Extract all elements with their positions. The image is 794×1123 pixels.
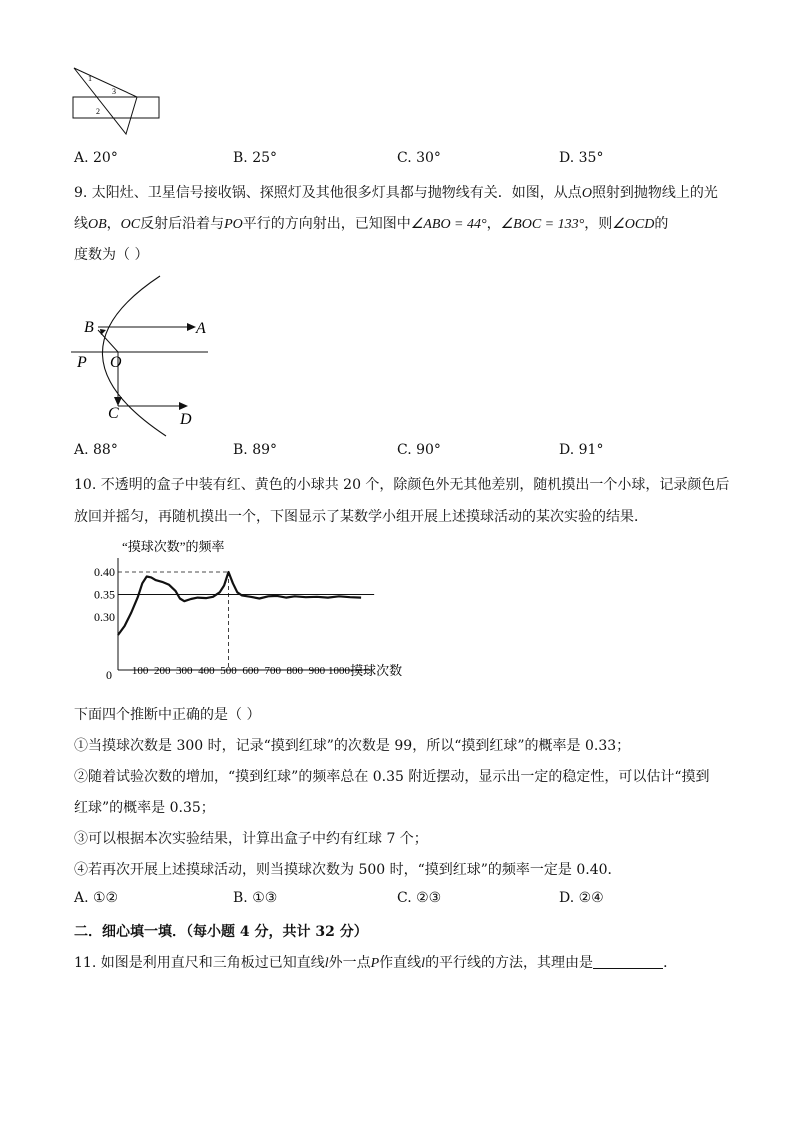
x-tick-label: 500 bbox=[220, 665, 237, 677]
q10-question: 下面四个推断中正确的是（ ） bbox=[74, 707, 261, 723]
q11-text-a: 11. 如图是利用直尺和三角板过已知直线 bbox=[74, 955, 325, 971]
q9-sep-2: ， bbox=[486, 216, 501, 232]
frequency-series-line bbox=[118, 572, 361, 635]
q11-text-b: 外一点 bbox=[328, 955, 371, 971]
q9-angle-ocd: ∠OCD bbox=[612, 217, 655, 232]
q9-text-2e: 的 bbox=[654, 216, 669, 232]
q9-label-c: C bbox=[108, 405, 119, 422]
q10-option-b: B. ①③ bbox=[233, 890, 278, 906]
q9-line-2 bbox=[74, 213, 668, 233]
x-axis-label: 摸球次数 bbox=[350, 663, 403, 678]
origin-label: 0 bbox=[106, 668, 112, 682]
q9-text-1b: 照射到抛物线上的光 bbox=[591, 185, 718, 201]
q9-label-a: A bbox=[196, 320, 206, 337]
q10-statement-1: ①当摸球次数是 300 时，记录“摸到红球”的次数是 99，所以“摸到红球”的概率是 0.33； bbox=[74, 738, 631, 754]
q9-text-1: 9. 太阳灶、卫星信号接收锅、探照灯及其他很多灯具都与抛物线有关．如图，从点 bbox=[74, 185, 582, 201]
q9-point-o: O bbox=[581, 186, 592, 201]
q8-option-d: D. 35° bbox=[559, 150, 604, 166]
x-tick-label: 900 bbox=[308, 665, 326, 677]
q8-angle-3: 3 bbox=[112, 87, 116, 96]
chart-title: “摸球次数”的频率 bbox=[122, 539, 225, 554]
x-tick-label: 1000 bbox=[328, 665, 350, 677]
y-tick-label: 0.40 bbox=[94, 565, 115, 579]
q8-option-a: A. 20° bbox=[74, 150, 118, 166]
q8-option-c: C. 30° bbox=[397, 150, 441, 166]
x-tick-label: 600 bbox=[242, 665, 259, 677]
q9-arrow-d bbox=[179, 402, 188, 410]
q9-option-c: C. 90° bbox=[397, 442, 441, 458]
q9-text-2b: 反射后沿着与 bbox=[140, 216, 225, 232]
x-tick-label: 400 bbox=[198, 665, 215, 677]
x-tick-label: 200 bbox=[153, 665, 171, 677]
frequency-chart bbox=[80, 536, 420, 684]
q10-option-d: D. ②④ bbox=[559, 890, 604, 906]
q11-line-l: l bbox=[324, 956, 329, 971]
q10-statement-2a: ②随着试验次数的增加，“摸到红球”的频率总在 0.35 附近摆动，显示出一定的稳定性，可以估计“摸到 bbox=[74, 769, 710, 785]
q9-label-p: P bbox=[77, 354, 87, 371]
q9-option-d: D. 91° bbox=[559, 442, 604, 458]
q10-line-2: 放回并摇匀，再随机摸出一个，下图显示了某数学小组开展上述摸球活动的某次实验的结果． bbox=[74, 509, 648, 525]
q8-triangle bbox=[74, 68, 137, 134]
q8-angle-2: 2 bbox=[96, 107, 100, 116]
q10-statement-2b: 红球”的概率是 0.35； bbox=[74, 800, 215, 816]
q9-label-b: B bbox=[84, 319, 94, 336]
y-tick-label: 0.35 bbox=[94, 587, 115, 602]
q11-point-p: P bbox=[370, 956, 380, 971]
q10-statement-4: ④若再次开展上述摸球活动，则当摸球次数为 500 时，“摸到红球”的频率一定是 0.40． bbox=[74, 862, 622, 878]
q9-ray-oc: OC bbox=[120, 217, 141, 232]
q9-line-3: 度数为（ ） bbox=[74, 247, 149, 263]
q11-text-e: ． bbox=[663, 955, 678, 971]
q9-arrow-a bbox=[187, 323, 196, 331]
q10-option-c: C. ②③ bbox=[397, 890, 442, 906]
q8-option-b: B. 25° bbox=[233, 150, 278, 166]
q10-statement-3: ③可以根据本次实验结果，计算出盒子中约有红球 7 个； bbox=[74, 831, 428, 847]
q11-line-l-2: l bbox=[421, 956, 426, 971]
q9-label-d: D bbox=[180, 411, 192, 428]
q10-option-a: A. ①② bbox=[74, 890, 119, 906]
q8-figure bbox=[70, 64, 165, 139]
q9-line-1 bbox=[74, 182, 718, 202]
q9-text-2a: 线 bbox=[74, 216, 88, 232]
q9-arrow-ob bbox=[100, 329, 106, 335]
q11-line bbox=[74, 952, 677, 972]
q9-text-2d: ，则 bbox=[584, 216, 613, 232]
q8-ruler bbox=[73, 97, 159, 118]
y-tick-label: 0.30 bbox=[94, 610, 115, 624]
q8-angle-1: 1 bbox=[88, 74, 92, 83]
q11-answer-blank[interactable] bbox=[593, 954, 663, 969]
q9-figure bbox=[68, 272, 218, 440]
x-tick-label: 800 bbox=[286, 665, 304, 677]
q9-option-b: B. 89° bbox=[233, 442, 278, 458]
x-tick-label: 100 bbox=[131, 665, 149, 677]
q9-option-a: A. 88° bbox=[74, 442, 118, 458]
q9-angle-boc: ∠BOC = 133° bbox=[500, 217, 585, 232]
q9-sep: ， bbox=[106, 216, 121, 232]
q10-line-1: 10. 不透明的盒子中装有红、黄色的小球共 20 个，除颜色外无其他差别，随机摸出一个小球，记录颜色后 bbox=[74, 477, 730, 493]
q9-label-o: O bbox=[110, 354, 122, 371]
x-tick-label: 700 bbox=[264, 665, 281, 677]
q9-angle-abo: ∠ABO = 44° bbox=[410, 217, 487, 232]
section-2-heading: 二．细心填一填．（每小题 4 分，共计 32 分） bbox=[74, 924, 368, 940]
chart-layer bbox=[94, 558, 402, 682]
q9-line-po: PO bbox=[224, 217, 243, 232]
q11-text-d: 的平行线的方法，其理由是 bbox=[425, 955, 594, 971]
q11-text-c: 作直线 bbox=[379, 955, 422, 971]
q9-ray-ob: OB bbox=[88, 217, 107, 232]
x-tick-label: 300 bbox=[176, 665, 193, 677]
q9-text-2c: 平行的方向射出，已知图中 bbox=[242, 216, 411, 232]
